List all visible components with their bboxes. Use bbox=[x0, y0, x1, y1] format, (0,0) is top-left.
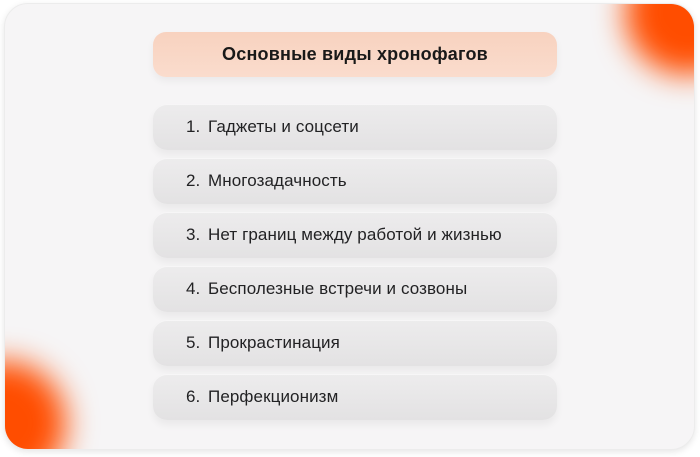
item-number: 5. bbox=[186, 333, 201, 352]
item-number: 2. bbox=[186, 171, 201, 190]
item-label: Бесполезные встречи и созвоны bbox=[208, 279, 468, 298]
item-label: Нет границ между работой и жизнью bbox=[208, 225, 502, 244]
item-label: Прокрастинация bbox=[208, 333, 340, 352]
item-number: 4. bbox=[186, 279, 201, 298]
list-item bbox=[153, 104, 557, 150]
chronophage-list bbox=[153, 104, 557, 420]
item-label: Многозадачность bbox=[208, 171, 347, 190]
page-title-label: Основные виды хронофагов bbox=[222, 44, 488, 64]
item-label: Перфекционизм bbox=[208, 387, 339, 406]
list-item bbox=[153, 374, 557, 420]
list-item bbox=[153, 158, 557, 204]
page-title bbox=[153, 32, 557, 77]
item-number: 3. bbox=[186, 225, 201, 244]
orange-blob-bottom-left bbox=[4, 361, 66, 450]
list-item bbox=[153, 266, 557, 312]
content-column bbox=[153, 32, 557, 420]
list-item bbox=[153, 212, 557, 258]
orange-blob-top-right bbox=[625, 3, 695, 75]
item-number: 6. bbox=[186, 387, 201, 406]
item-number: 1. bbox=[186, 117, 201, 136]
list-item bbox=[153, 320, 557, 366]
content-card bbox=[4, 3, 695, 450]
item-label: Гаджеты и соцсети bbox=[208, 117, 359, 136]
